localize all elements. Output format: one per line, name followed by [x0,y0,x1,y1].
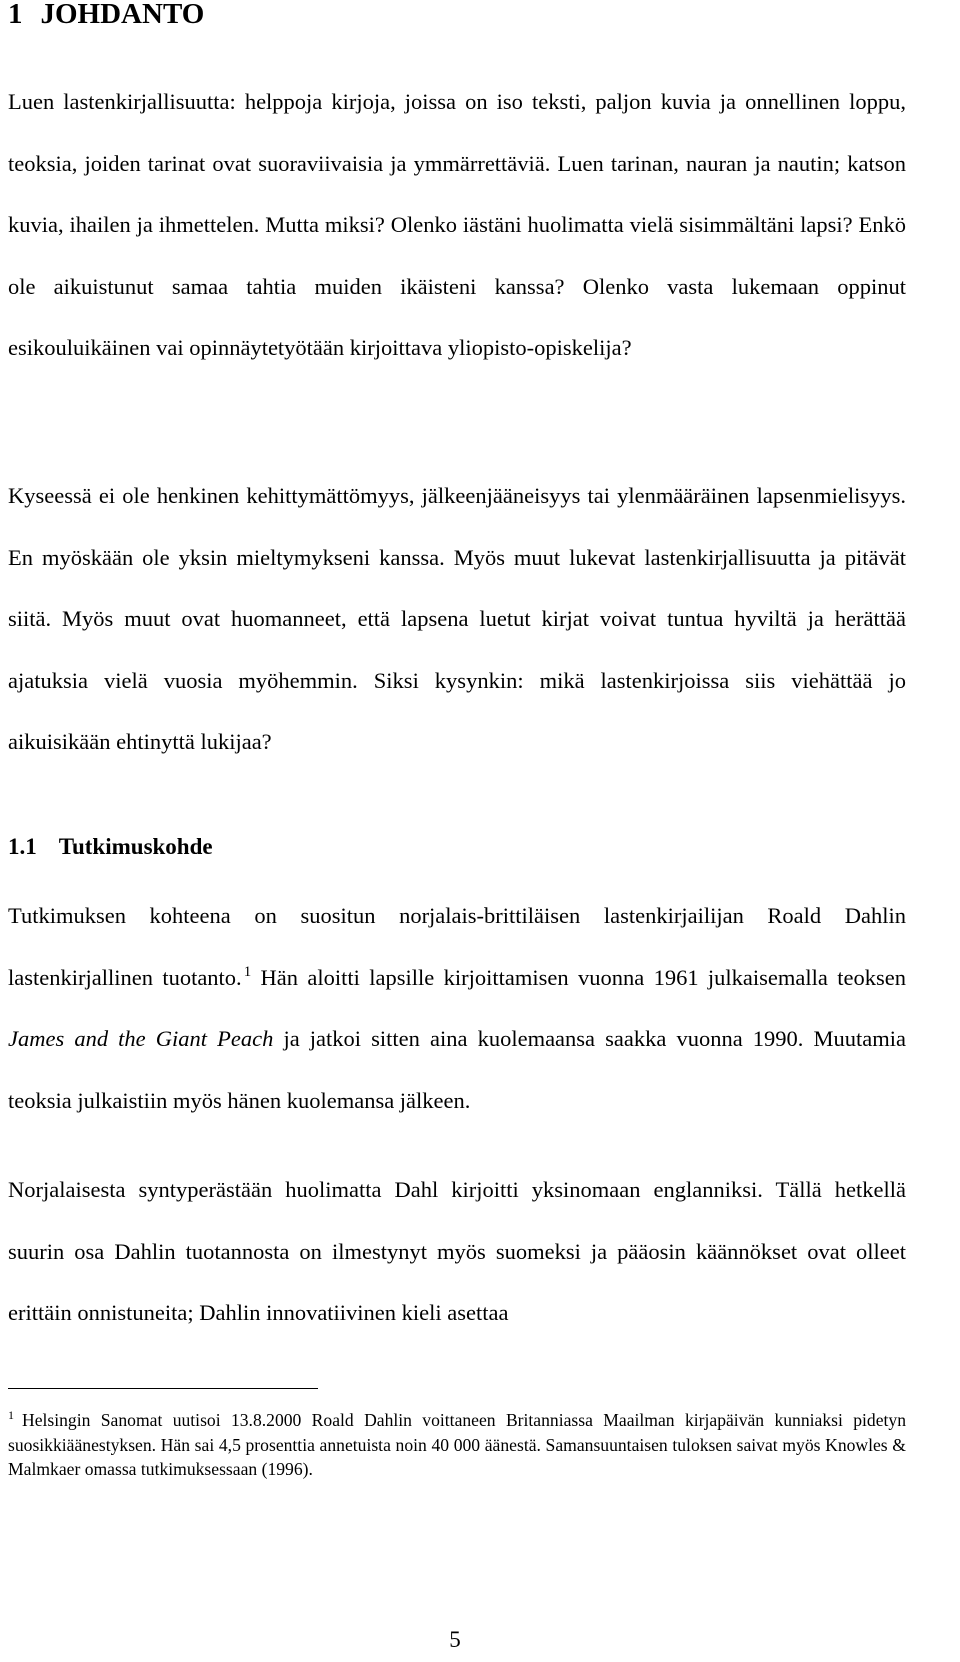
section-heading [8,830,213,864]
section-title: Tutkimuskohde [58,834,213,859]
section-number: 1.1 [8,834,37,859]
research-text-start: Tutkimuksen kohteena on suositun norjalais-brittiläisen lastenkirjailijan Roald Dahlin lastenkirjallinen tuotanto. [8,903,906,990]
footnote-marker: 1 [8,1408,14,1422]
book-title: James and the Giant Peach [8,1026,274,1051]
research-paragraph [8,885,906,1131]
research-text-end: ja jatkoi sitten aina kuolemaansa saakka vuonna 1990. Muutamia teoksia julkaistiin myös hänen kuolemansa jälkeen. [8,1026,907,1113]
chapter-heading [8,0,204,32]
research-text-middle: Hän aloitti lapsille kirjoittamisen vuonna 1961 julkaisemalla teoksen [251,964,906,990]
intro-paragraph: Luen lastenkirjallisuutta: helppoja kirjoja, joissa on iso teksti, paljon kuvia ja onnellinen loppu, teoksia, joiden tarinat ovat suoraviivaisia ja ymmärrettäviä. Luen tarinan, nauran ja nautin; katson kuvia, ihailen ja ihmettelen. Mutta miksi? Olenko iästäni huolimatta vielä sisimmältäni lapsi? Enkö ole aikuistunut samaa tahtia muiden ikäisteni kanssa? Olenko vasta lukemaan oppinut esikouluikäinen vai opinnäytetyötään kirjoittava yliopisto-opiskelija? [8,89,906,360]
chapter-number: 1 [8,0,23,30]
footnote-reference[interactable]: 1 [243,963,252,980]
page-number: 5 [449,1627,461,1652]
second-paragraph: Kyseessä ei ole henkinen kehittymättömyys, jälkeenjääneisyys tai ylenmääräinen lapsenmielisyys. En myöskään ole yksin mieltymykseni kanssa. Myös muut lukevat lastenkirjallisuutta ja pitävät siitä. Myös muut ovat huomanneet, että lapsena luetut kirjat voivat tuntua hyviltä ja herättää ajatuksia vielä vuosia myöhemmin. Siksi kysynkin: mikä lastenkirjoissa siis viehättää jo aikuisikään ehtinyttä lukijaa? [8,483,906,754]
footnote [8,1408,906,1482]
chapter-title: JOHDANTO [40,0,205,30]
footnote-divider [8,1388,318,1389]
footnote-text: Helsingin Sanomat uutisoi 13.8.2000 Roald Dahlin voittaneen Britanniassa Maailman kirjapäivän kunniaksi pidetyn suosikkiäänestyksen. Hän sai 4,5 prosenttia annetuista noin 40 000 äänestä. Samansuuntaisen tuloksen saivat myös Knowles & Malmkaer omassa tutkimuksessaan (1996). [8,1410,906,1479]
language-paragraph: Norjalaisesta syntyperästään huolimatta Dahl kirjoitti yksinomaan englanniksi. Tällä hetkellä suurin osa Dahlin tuotannosta on ilmestynyt myös suomeksi ja pääosin käännökset ovat olleet erittäin onnistuneita; Dahlin innovatiivinen kieli asettaa [8,1177,906,1325]
